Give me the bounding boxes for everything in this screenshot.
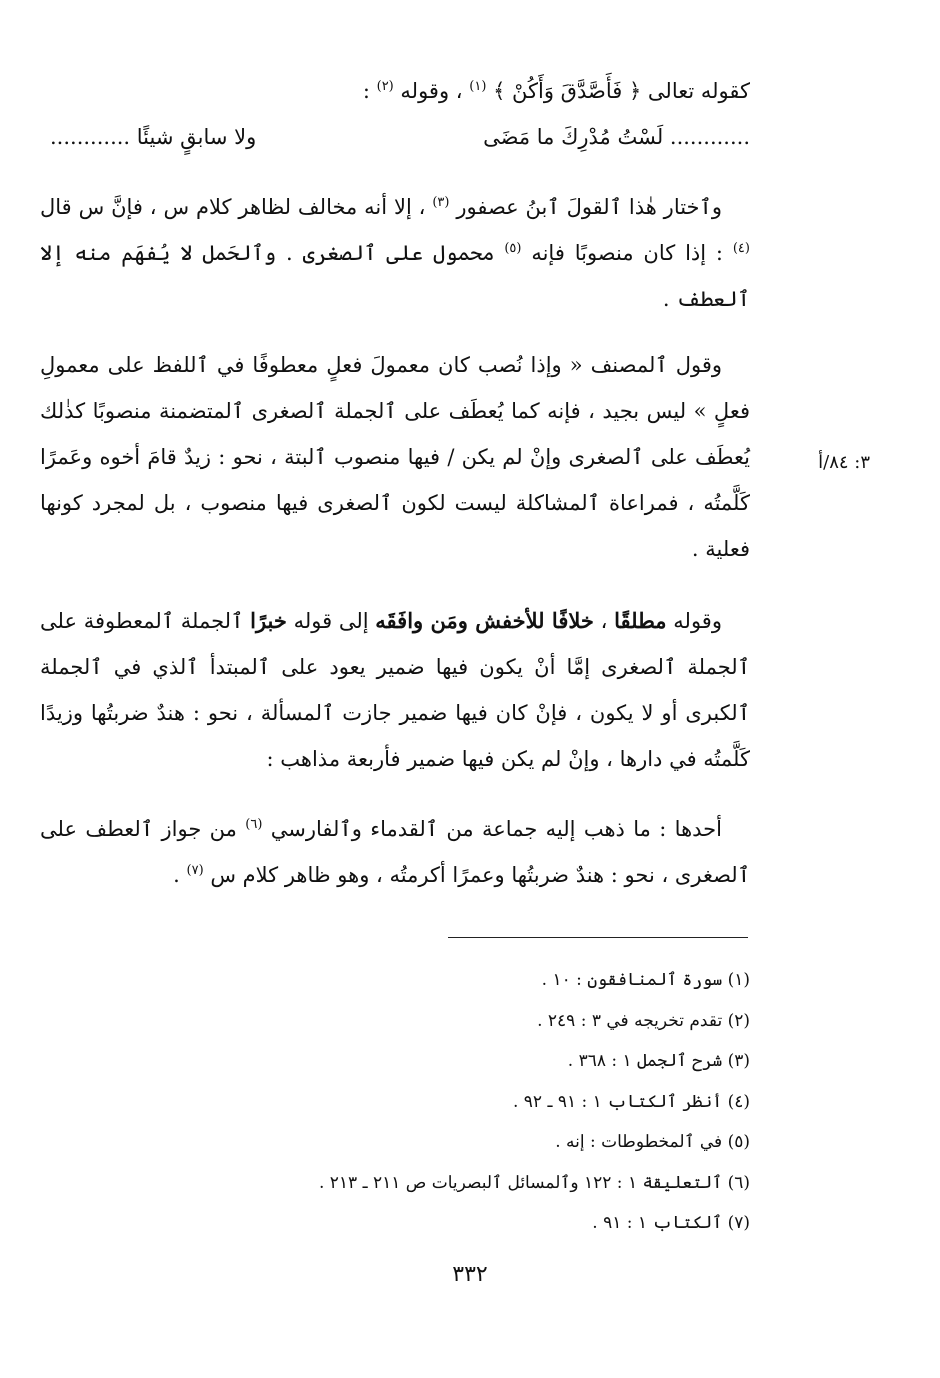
text-run: : إذا كان منصوبًا فإنه [521, 241, 733, 265]
text-run: ، [593, 609, 615, 633]
text-run: ، وقوله [393, 79, 470, 103]
paragraph-text [40, 806, 750, 898]
paragraph-text: وقول ٱلمصنف « وإذا نُصب كان معمولَ فعلٍ معطوفًا في ٱللفظ على معمولِ فعلٍ » ليس بجيد ، فإنه كما يُعطَف على ٱلجملة ٱلصغرى ٱلمتضمنة منصوبًا كذٰلك يُعطَف على ٱلصغرى وإنْ لم يكن / فيها منصوب ٱلبتة ، نحو : زيدٌ قامَ أخوه وعَمرًا كَلَّمتُه ، فمراعاة ٱلمشاكلة ليست لكون ٱلصغرى فيها منصوب ، بل لمجرد كونها فعلية . [40, 353, 750, 561]
footnote-separator [448, 937, 748, 938]
footnote: (٧) ٱلكتاب ١ : ٩١ . [592, 1213, 750, 1233]
footnote-ref[interactable]: (٧) [186, 863, 204, 878]
paragraph-author-statement [40, 342, 750, 572]
text-run: وٱختار هٰذا ٱلقولَ ٱبنُ عصفور [449, 195, 722, 219]
text-run: ، إلا أنه مخالف لظاهر كلام س ، فإنَّ س قال [40, 195, 433, 219]
text-run: . [173, 863, 187, 887]
paragraph-mutlaqan [40, 598, 750, 782]
paragraph-ibn-usfur [40, 184, 750, 322]
footnote: (١) سورة ٱلمنافقون : ١٠ . [541, 970, 750, 990]
opening-paragraph [40, 68, 750, 160]
text-run: أحدها : ما ذهب إليه جماعة من ٱلقدماء وٱلفارسي [262, 817, 722, 841]
quoted-term: خلافًا للأخفش ومَن وافَقَه [375, 608, 594, 633]
text-run: محمول على ٱلصغرى . وٱلحَمل لا يُفهَم منه إلا ٱلعطف . [40, 241, 750, 311]
page-number: ٣٣٢ [452, 1262, 488, 1287]
footnote: (٥) في ٱلمخطوطات : إنه . [555, 1132, 750, 1152]
text-run: إلى قوله [286, 609, 376, 633]
footnotes [100, 960, 750, 1244]
footnote: (٣) شرح ٱلجمل ١ : ٣٦٨ . [567, 1051, 750, 1071]
quoted-term: خبرًا [250, 608, 287, 633]
text-run: من جواز ٱلعطف على ٱلصغرى ، نحو : هندٌ ضربتُها وعمرًا أكرمتُه ، وهو ظاهر كلام س [40, 817, 750, 887]
footnote-ref[interactable]: (٦) [245, 817, 263, 832]
quoted-term: مطلقًا [614, 608, 667, 633]
footnote-ref[interactable]: (١) [469, 79, 487, 94]
text-run: : [362, 79, 377, 103]
text-run: وقوله [666, 609, 722, 633]
verse-first-hemistich: ............ لَسْتُ مُدْرِكَ ما مَضَى [483, 125, 750, 149]
paragraph-text [40, 598, 750, 782]
poetry-verse [50, 114, 750, 160]
footnote-ref[interactable]: (٤) [732, 241, 750, 256]
paragraph-text [40, 184, 750, 322]
footnote: (٢) تقدم تخريجه في ٣ : ٢٤٩ . [537, 1010, 750, 1031]
text-run: كقوله تعالى ﴿ فَأَصَّدَّقَ وَأَكُنْ ﴾ [486, 79, 750, 103]
paragraph-first-opinion [40, 806, 750, 898]
footnote: (٦) ٱلتعليقة ١ : ١٢٢ وٱلمسائل ٱلبصريات ص ٢١١ ـ ٢١٣ . [318, 1172, 750, 1193]
footnote-ref[interactable]: (٢) [376, 79, 394, 94]
text-line [40, 68, 750, 114]
footnote-ref[interactable]: (٥) [504, 241, 522, 256]
text-run: ٱلجملة ٱلمعطوفة على ٱلجملة ٱلصغرى إمَّا أنْ يكون فيها ضمير يعود على ٱلمبتدأ ٱلذي في ٱلجملة ٱلكبرى أو لا يكون ، فإنْ كان فيها ضمير جازت ٱلمسألة ، نحو : هندٌ ضربتُها وزيدًا كَلَّمتُه في دارها ، وإنْ لم يكن فيها ضمير فأربعة مذاهب : [40, 609, 750, 771]
manuscript-folio-marker: ٣: ٨٤/أ [818, 452, 870, 473]
verse-second-hemistich: ولا سابقٍ شيئًا ............ [50, 125, 257, 149]
footnote: (٤) أنظر ٱلكتاب ١ : ٩١ ـ ٩٢ . [512, 1091, 750, 1112]
footnote-ref[interactable]: (٣) [432, 195, 450, 210]
